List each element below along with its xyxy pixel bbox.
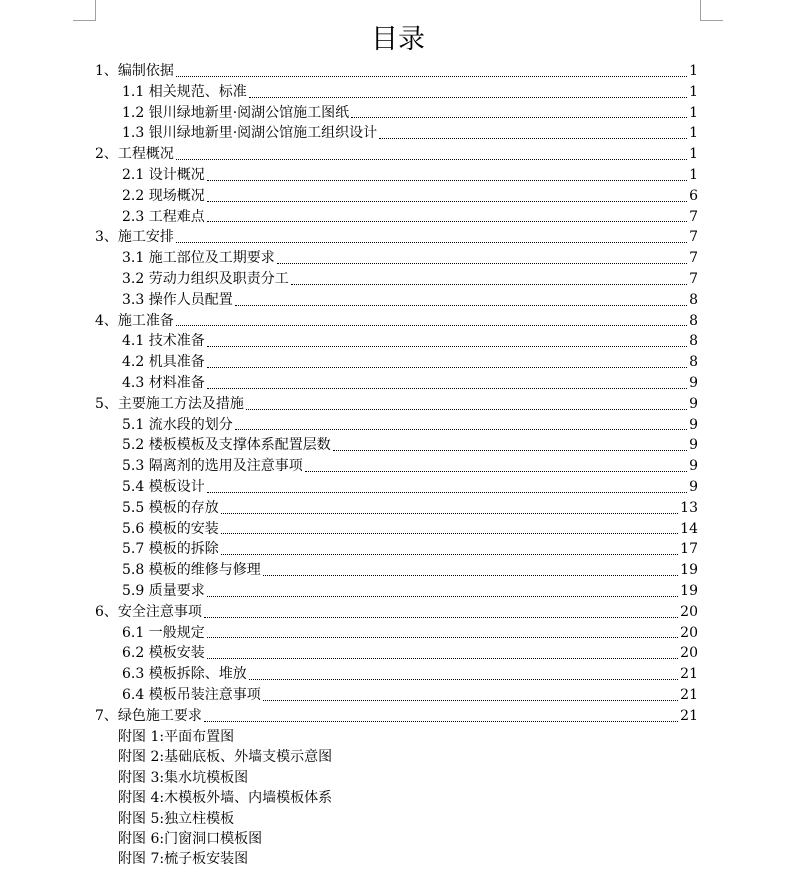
toc-page-number: 7 — [689, 270, 698, 287]
dot-leader — [176, 75, 687, 77]
toc-page-number: 8 — [689, 291, 698, 308]
toc-page-number: 9 — [689, 374, 698, 391]
toc-entry-title: 3.1 施工部位及工期要求 — [122, 250, 275, 267]
toc-page-number: 7 — [689, 250, 698, 267]
appendix-list — [118, 727, 332, 870]
toc-entry-chapter[interactable] — [95, 394, 698, 415]
toc-entry-chapter[interactable] — [95, 311, 698, 332]
toc-entry-title: 1.3 银川绿地新里·阅湖公馆施工组织设计 — [122, 125, 378, 142]
toc-entry-section[interactable] — [95, 123, 698, 144]
toc-entry-chapter[interactable] — [95, 61, 698, 82]
dot-leader — [207, 657, 678, 659]
toc-page-number: 9 — [689, 395, 698, 412]
toc-entry-title: 6.2 模板安装 — [122, 645, 205, 662]
toc-page-number: 1 — [689, 104, 698, 121]
dot-leader — [176, 158, 687, 160]
toc-entry-title: 2.2 现场概况 — [122, 187, 205, 204]
dot-leader — [176, 241, 687, 243]
appendix-item: 附图 4:木模板外墙、内墙模板体系 — [118, 790, 333, 807]
toc-page-number: 9 — [689, 478, 698, 495]
dot-leader — [207, 491, 687, 493]
toc-page-number: 14 — [680, 520, 698, 537]
toc-entry-section[interactable] — [95, 685, 698, 706]
toc-entry-title: 7、绿色施工要求 — [95, 707, 202, 724]
toc-page-number: 1 — [689, 63, 698, 79]
toc-page-number: 1 — [689, 166, 698, 183]
toc-entry-title: 4、施工准备 — [95, 312, 174, 329]
table-of-contents — [95, 61, 698, 727]
dot-leader — [235, 304, 687, 306]
toc-page-number: 7 — [689, 208, 698, 225]
toc-entry-section[interactable] — [95, 331, 698, 352]
toc-entry-title: 3.2 劳动力组织及职责分工 — [122, 270, 289, 287]
toc-page-number: 8 — [689, 333, 698, 350]
dot-leader — [249, 678, 678, 680]
dot-leader — [221, 512, 678, 514]
dot-leader — [277, 262, 687, 264]
toc-entry-title: 1.1 相关规范、标准 — [122, 83, 247, 100]
page-corner-mark-left — [73, 0, 96, 21]
toc-entry-section[interactable] — [95, 581, 698, 602]
toc-entry-title: 2.3 工程难点 — [122, 208, 205, 225]
appendix-item: 附图 7:梳子板安装图 — [118, 851, 249, 868]
dot-leader — [207, 366, 687, 368]
toc-entry-title: 2.1 设计概况 — [122, 166, 205, 183]
toc-page-number: 21 — [680, 707, 698, 724]
toc-entry-title: 1.2 银川绿地新里·阅湖公馆施工图纸 — [122, 104, 350, 121]
toc-entry-title: 5.5 模板的存放 — [122, 499, 219, 516]
toc-entry-section[interactable] — [95, 456, 698, 477]
toc-page-number: 20 — [680, 645, 698, 662]
dot-leader — [207, 179, 687, 181]
dot-leader — [305, 470, 687, 472]
toc-entry-section[interactable] — [95, 415, 698, 436]
toc-entry-section[interactable] — [95, 82, 698, 103]
toc-entry-title: 4.1 技术准备 — [122, 333, 205, 350]
toc-entry-section[interactable] — [95, 477, 698, 498]
toc-entry-section[interactable] — [95, 186, 698, 207]
toc-entry-section[interactable] — [95, 352, 698, 373]
dot-leader — [263, 574, 678, 576]
toc-entry-chapter[interactable] — [95, 144, 698, 165]
toc-page-number: 9 — [689, 458, 698, 475]
toc-entry-title: 3.3 操作人员配置 — [122, 291, 233, 308]
toc-page-number: 9 — [689, 437, 698, 454]
dot-leader — [207, 636, 678, 638]
appendix-item: 附图 5:独立柱模板 — [118, 810, 235, 827]
dot-leader — [207, 220, 687, 222]
toc-entry-section[interactable] — [95, 539, 698, 560]
toc-entry-title: 6、安全注意事项 — [95, 603, 202, 620]
dot-leader — [204, 720, 678, 722]
toc-entry-title: 4.2 机具准备 — [122, 354, 205, 371]
dot-leader — [235, 428, 687, 430]
dot-leader — [176, 324, 687, 326]
toc-entry-title: 5、主要施工方法及措施 — [95, 395, 244, 412]
dot-leader — [249, 96, 687, 98]
toc-entry-section[interactable] — [95, 165, 698, 186]
toc-entry-title: 5.3 隔离剂的选用及注意事项 — [122, 458, 303, 475]
toc-entry-section[interactable] — [95, 498, 698, 519]
dot-leader — [379, 137, 687, 139]
toc-page-number: 8 — [689, 312, 698, 329]
toc-page-number: 21 — [680, 666, 698, 683]
toc-entry-title: 2、工程概况 — [95, 146, 174, 163]
toc-entry-section[interactable] — [95, 519, 698, 540]
toc-page-number: 17 — [680, 541, 698, 558]
toc-entry-chapter[interactable] — [95, 706, 698, 727]
toc-page-number: 20 — [680, 624, 698, 641]
toc-page-number: 8 — [689, 354, 698, 371]
toc-entry-section[interactable] — [95, 290, 698, 311]
dot-leader — [351, 116, 687, 118]
toc-page-number: 7 — [689, 229, 698, 246]
toc-entry-title: 5.9 质量要求 — [122, 582, 205, 599]
dot-leader — [333, 449, 687, 451]
dot-leader — [204, 616, 678, 618]
toc-page-number: 1 — [689, 125, 698, 142]
toc-entry-title: 5.7 模板的拆除 — [122, 541, 219, 558]
toc-entry-chapter[interactable] — [95, 227, 698, 248]
toc-page-number: 21 — [680, 686, 698, 703]
toc-entry-section[interactable] — [95, 269, 698, 290]
toc-entry-section[interactable] — [95, 435, 698, 456]
toc-entry-section[interactable] — [95, 207, 698, 228]
toc-page-number: 6 — [689, 187, 698, 204]
toc-entry-title: 5.4 模板设计 — [122, 478, 205, 495]
toc-entry-title: 5.2 楼板模板及支撑体系配置层数 — [122, 437, 331, 454]
dot-leader — [263, 699, 678, 701]
toc-entry-title: 6.1 一般规定 — [122, 624, 205, 641]
dot-leader — [246, 408, 687, 410]
appendix-item: 附图 1:平面布置图 — [118, 729, 235, 745]
toc-entry-title: 5.8 模板的维修与修理 — [122, 562, 261, 579]
toc-entry-title: 4.3 材料准备 — [122, 374, 205, 391]
toc-entry-section[interactable] — [95, 623, 698, 644]
toc-page-number: 19 — [680, 562, 698, 579]
toc-entry-title: 3、施工安排 — [95, 229, 174, 246]
page-corner-mark-right — [700, 0, 723, 21]
dot-leader — [221, 553, 678, 555]
toc-page-number: 19 — [680, 582, 698, 599]
toc-entry-title: 5.6 模板的安装 — [122, 520, 219, 537]
toc-page-number: 20 — [680, 603, 698, 620]
toc-entry-title: 6.3 模板拆除、堆放 — [122, 666, 247, 683]
dot-leader — [207, 387, 687, 389]
dot-leader — [221, 532, 678, 534]
dot-leader — [207, 200, 687, 202]
toc-entry-section[interactable] — [95, 664, 698, 685]
toc-page-number: 13 — [680, 499, 698, 516]
toc-entry-title: 5.1 流水段的划分 — [122, 416, 233, 433]
toc-entry-section[interactable] — [95, 248, 698, 269]
toc-entry-section[interactable] — [95, 643, 698, 664]
appendix-item: 附图 3:集水坑模板图 — [118, 769, 249, 786]
page-title: 目录 — [371, 24, 425, 55]
toc-entry-title: 1、编制依据 — [95, 63, 174, 79]
toc-entry-section[interactable] — [95, 103, 698, 124]
dot-leader — [207, 345, 687, 347]
toc-entry-chapter[interactable] — [95, 602, 698, 623]
toc-entry-section[interactable] — [95, 373, 698, 394]
toc-entry-section[interactable] — [95, 560, 698, 581]
dot-leader — [291, 283, 687, 285]
toc-entry-title: 6.4 模板吊装注意事项 — [122, 686, 261, 703]
dot-leader — [207, 595, 678, 597]
appendix-item: 附图 2:基础底板、外墙支模示意图 — [118, 749, 333, 766]
appendix-item: 附图 6:门窗洞口模板图 — [118, 830, 263, 847]
toc-page-number: 9 — [689, 416, 698, 433]
toc-page-number: 1 — [689, 83, 698, 100]
toc-page-number: 1 — [689, 146, 698, 163]
